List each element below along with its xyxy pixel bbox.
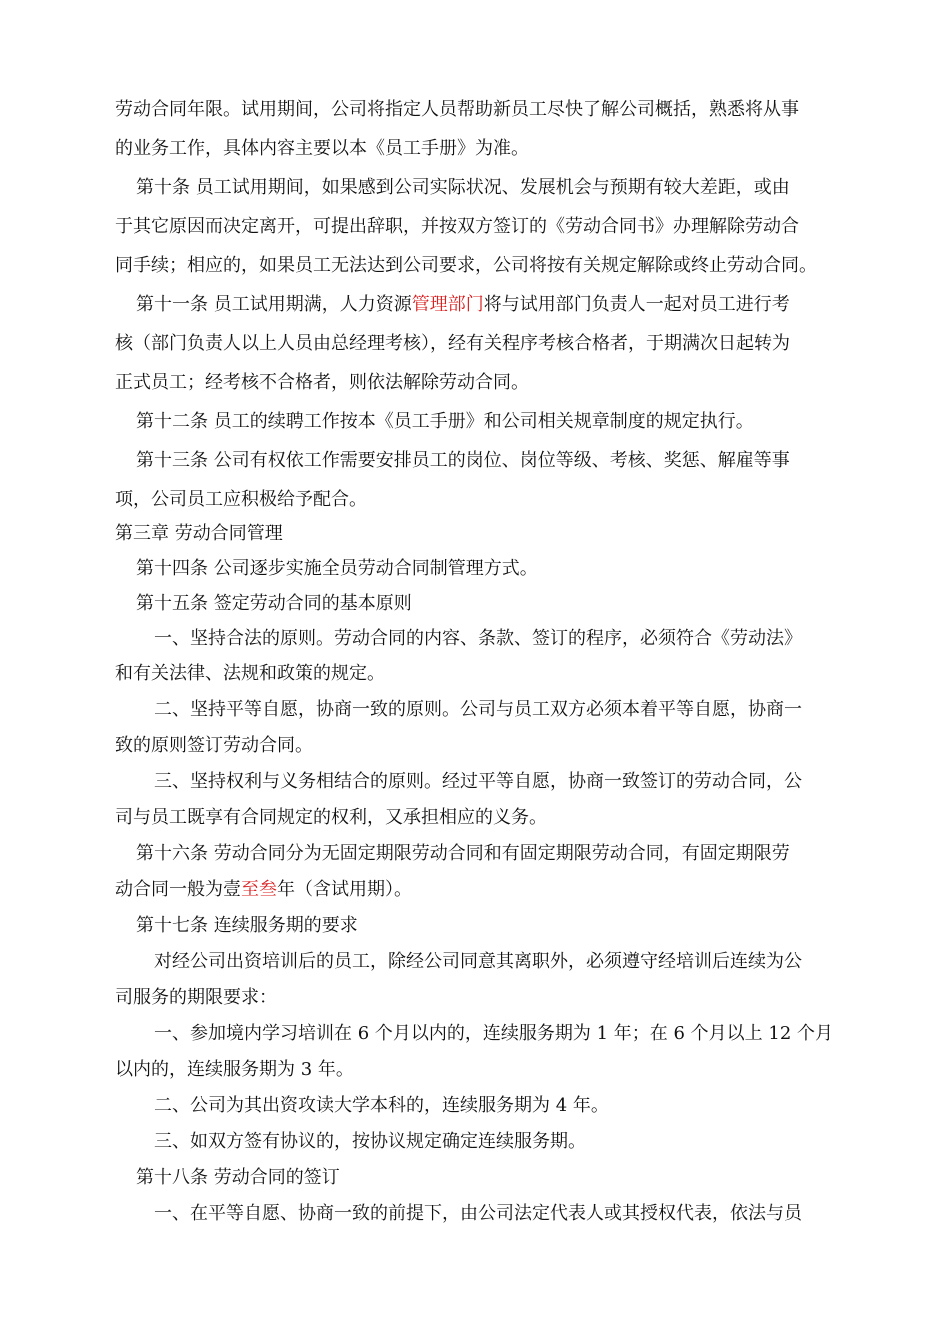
service-term-3: 三、如双方签有协议的，按协议规定确定连续服务期。 xyxy=(154,1131,586,1152)
text-line: 以内的，连续服务期为 3 年。 xyxy=(115,1059,354,1080)
principle-1: 一、坚持合法的原则。劳动合同的内容、条款、签订的程序，必须符合《劳动法》 xyxy=(154,628,802,649)
service-term-1: 一、参加境内学习培训在 6 个月以内的，连续服务期为 1 年；在 6 个月以上 12 个月 xyxy=(154,1023,834,1044)
principle-2: 二、坚持平等自愿，协商一致的原则。公司与员工双方必须本着平等自愿，协商一 xyxy=(154,699,802,720)
article-16-heading: 第十六条 劳动合同分为无固定期限劳动合同和有固定期限劳动合同，有固定期限劳 xyxy=(136,843,790,864)
article-14-heading: 第十四条 公司逐步实施全员劳动合同制管理方式。 xyxy=(136,558,538,579)
text-line: 项，公司员工应积极给予配合。 xyxy=(115,489,367,510)
service-term-2: 二、公司为其出资攻读大学本科的，连续服务期为 4 年。 xyxy=(154,1095,609,1116)
text-segment: 将与试用部门负责人一起对员工进行考 xyxy=(483,294,790,315)
text-segment: 动合同一般为壹 xyxy=(115,879,241,900)
text-line: 致的原则签订劳动合同。 xyxy=(115,735,313,756)
article-12-heading: 第十二条 员工的续聘工作按本《员工手册》和公司相关规章制度的规定执行。 xyxy=(136,411,754,432)
highlighted-text: 管理部门 xyxy=(411,294,484,315)
text-line: 对经公司出资培训后的员工，除经公司同意其离职外，必须遵守经培训后连续为公 xyxy=(154,951,802,972)
text-line: 劳动合同年限。试用期间，公司将指定人员帮助新员工尽快了解公司概括，熟悉将从事 xyxy=(115,99,799,120)
text-segment: 第十一条 员工试用期满，人力资源 xyxy=(136,294,412,315)
text-line: 司服务的期限要求： xyxy=(115,987,277,1008)
text-line: 核（部门负责人以上人员由总经理考核），经有关程序考核合格者，于期满次日起转为 xyxy=(115,333,790,354)
text-line: 和有关法律、法规和政策的规定。 xyxy=(115,663,385,684)
text-line: 司与员工既享有合同规定的权利，又承担相应的义务。 xyxy=(115,807,547,828)
text-line: 于其它原因而决定离开，可提出辞职，并按双方签订的《劳动合同书》办理解除劳动合 xyxy=(115,216,799,237)
text-segment: 年（含试用期）。 xyxy=(277,879,412,900)
chapter-3-heading: 第三章 劳动合同管理 xyxy=(115,523,283,544)
principle-3: 三、坚持权利与义务相结合的原则。经过平等自愿，协商一致签订的劳动合同，公 xyxy=(154,771,802,792)
article-13-heading: 第十三条 公司有权依工作需要安排员工的岗位、岗位等级、考核、奖惩、解雇等事 xyxy=(136,450,790,471)
signing-rule-1: 一、在平等自愿、协商一致的前提下，由公司法定代表人或其授权代表，依法与员 xyxy=(154,1203,802,1224)
article-10-heading: 第十条 员工试用期间，如果感到公司实际状况、发展机会与预期有较大差距，或由 xyxy=(136,177,790,198)
article-11-heading xyxy=(136,292,790,318)
text-line: 正式员工；经考核不合格者，则依法解除劳动合同。 xyxy=(115,372,529,393)
text-line: 的业务工作，具体内容主要以本《员工手册》为准。 xyxy=(115,138,529,159)
article-15-heading: 第十五条 签定劳动合同的基本原则 xyxy=(136,593,412,614)
text-line xyxy=(115,877,412,903)
text-line: 同手续；相应的，如果员工无法达到公司要求，公司将按有关规定解除或终止劳动合同。 xyxy=(115,255,817,276)
article-17-heading: 第十七条 连续服务期的要求 xyxy=(136,915,358,936)
article-18-heading: 第十八条 劳动合同的签订 xyxy=(136,1167,340,1188)
highlighted-text: 至叁 xyxy=(241,879,277,900)
